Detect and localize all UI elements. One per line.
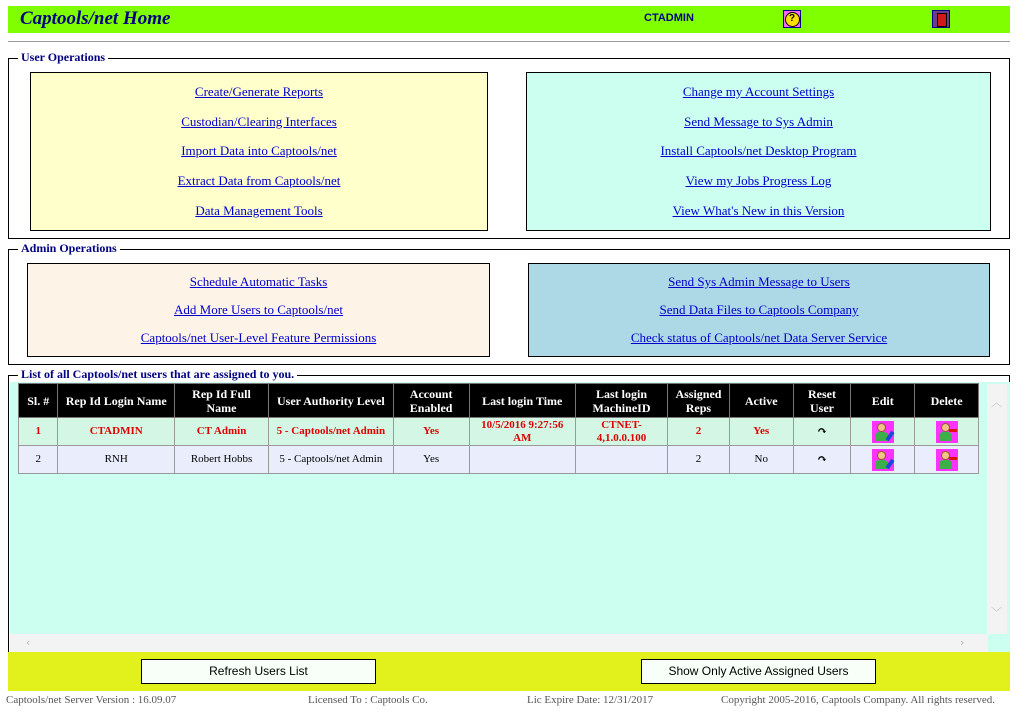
cell-full-name: CT Admin xyxy=(174,418,268,446)
link-custodian-interfaces[interactable]: Custodian/Clearing Interfaces xyxy=(181,113,337,129)
table-row[interactable] xyxy=(19,446,979,474)
current-user-name: CTADMIN xyxy=(644,12,694,24)
link-message-sys-admin[interactable]: Send Message to Sys Admin xyxy=(684,113,833,129)
reset-arrow-icon[interactable]: ↷ xyxy=(816,451,828,466)
cell-active: No xyxy=(729,446,793,474)
scroll-left-icon[interactable]: ‹ xyxy=(26,636,31,649)
user-operations-legend: User Operations xyxy=(18,50,108,65)
delete-user-icon[interactable] xyxy=(936,449,958,471)
users-list-legend: List of all Captools/net users that are assigned to you. xyxy=(18,367,297,382)
horizontal-scrollbar[interactable] xyxy=(10,634,988,652)
reset-arrow-icon[interactable]: ↷ xyxy=(816,423,828,438)
cell-enabled: Yes xyxy=(393,446,469,474)
col-last-login-time[interactable]: Last login Time xyxy=(469,384,575,418)
cell-delete xyxy=(915,446,979,474)
cell-machine-id: CTNET-4,1.0.0.100 xyxy=(575,418,667,446)
col-enabled[interactable]: Account Enabled xyxy=(393,384,469,418)
table-row[interactable] xyxy=(19,418,979,446)
link-create-reports[interactable]: Create/Generate Reports xyxy=(194,83,324,99)
cell-authority: 5 - Captools/net Admin xyxy=(269,446,394,474)
users-table-header xyxy=(19,384,979,418)
admin-ops-left-panel xyxy=(27,263,490,357)
header-divider xyxy=(8,41,1010,42)
link-schedule-tasks[interactable]: Schedule Automatic Tasks xyxy=(189,274,328,289)
cell-edit xyxy=(851,418,915,446)
cell-login: CTADMIN xyxy=(58,418,174,446)
admin-operations-legend: Admin Operations xyxy=(18,241,120,256)
header-bar xyxy=(8,6,1010,33)
link-feature-permissions[interactable]: Captools/net User-Level Feature Permissions xyxy=(140,330,377,345)
cell-assigned-reps: 2 xyxy=(668,418,730,446)
logout-door-icon[interactable] xyxy=(932,10,950,28)
refresh-users-button[interactable]: Refresh Users List xyxy=(141,659,376,684)
show-active-users-button[interactable]: Show Only Active Assigned Users xyxy=(641,659,876,684)
cell-sl: 1 xyxy=(19,418,58,446)
cell-machine-id xyxy=(575,446,667,474)
link-install-desktop[interactable]: Install Captools/net Desktop Program xyxy=(660,143,857,159)
cell-edit xyxy=(851,446,915,474)
col-sl[interactable]: Sl. # xyxy=(19,384,58,418)
col-full-name[interactable]: Rep Id Full Name xyxy=(174,384,268,418)
cell-enabled: Yes xyxy=(393,418,469,446)
link-send-data-files[interactable]: Send Data Files to Captools Company xyxy=(659,302,859,317)
col-reset-user[interactable]: Reset User xyxy=(793,384,851,418)
cell-active: Yes xyxy=(729,418,793,446)
cell-authority: 5 - Captools/net Admin xyxy=(269,418,394,446)
edit-user-icon[interactable] xyxy=(872,421,894,443)
edit-user-icon[interactable] xyxy=(872,449,894,471)
help-icon[interactable]: ? xyxy=(783,10,801,28)
col-authority[interactable]: User Authority Level xyxy=(269,384,394,418)
user-ops-left-panel xyxy=(30,72,488,231)
admin-ops-right-panel xyxy=(528,263,990,357)
col-machine-id[interactable]: Last login MachineID xyxy=(575,384,667,418)
scroll-down-icon[interactable]: ﹀ xyxy=(991,606,1002,619)
link-extract-data[interactable]: Extract Data from Captools/net xyxy=(177,173,341,189)
link-check-server-status[interactable]: Check status of Captools/net Data Server Service xyxy=(630,330,888,345)
cell-last-login-time: 10/5/2016 9:27:56 AM xyxy=(469,418,575,446)
user-ops-right-panel xyxy=(526,72,991,231)
cell-reset xyxy=(793,418,851,446)
col-edit[interactable]: Edit xyxy=(851,384,915,418)
cell-reset xyxy=(793,446,851,474)
link-add-users[interactable]: Add More Users to Captools/net xyxy=(174,302,343,317)
cell-last-login-time xyxy=(469,446,575,474)
cell-delete xyxy=(915,418,979,446)
cell-sl: 2 xyxy=(19,446,58,474)
licensed-to: Licensed To : Captools Co. xyxy=(308,694,428,706)
server-version: Captools/net Server Version : 16.09.07 xyxy=(6,694,177,706)
cell-assigned-reps: 2 xyxy=(668,446,730,474)
link-account-settings[interactable]: Change my Account Settings xyxy=(682,83,835,99)
vertical-scrollbar[interactable] xyxy=(987,384,1007,634)
col-delete[interactable]: Delete xyxy=(915,384,979,418)
col-active[interactable]: Active xyxy=(729,384,793,418)
cell-login: RNH xyxy=(58,446,174,474)
col-login-name[interactable]: Rep Id Login Name xyxy=(58,384,174,418)
link-data-management[interactable]: Data Management Tools xyxy=(195,203,323,219)
action-bar xyxy=(8,652,1010,691)
link-message-users[interactable]: Send Sys Admin Message to Users xyxy=(668,274,850,289)
col-assigned-reps[interactable]: Assigned Reps xyxy=(668,384,730,418)
scroll-up-icon[interactable]: ︿ xyxy=(991,396,1002,409)
page-title: Captools/net Home xyxy=(20,8,171,29)
link-import-data[interactable]: Import Data into Captools/net xyxy=(181,143,337,159)
link-jobs-progress[interactable]: View my Jobs Progress Log xyxy=(685,173,832,189)
license-expire: Lic Expire Date: 12/31/2017 xyxy=(527,694,654,706)
link-whats-new[interactable]: View What's New in this Version xyxy=(672,203,845,219)
scroll-right-icon[interactable]: › xyxy=(960,636,965,649)
delete-user-icon[interactable] xyxy=(936,421,958,443)
copyright: Copyright 2005-2016, Captools Company. All rights reserved. xyxy=(721,694,995,706)
users-table xyxy=(18,383,979,474)
cell-full-name: Robert Hobbs xyxy=(174,446,268,474)
